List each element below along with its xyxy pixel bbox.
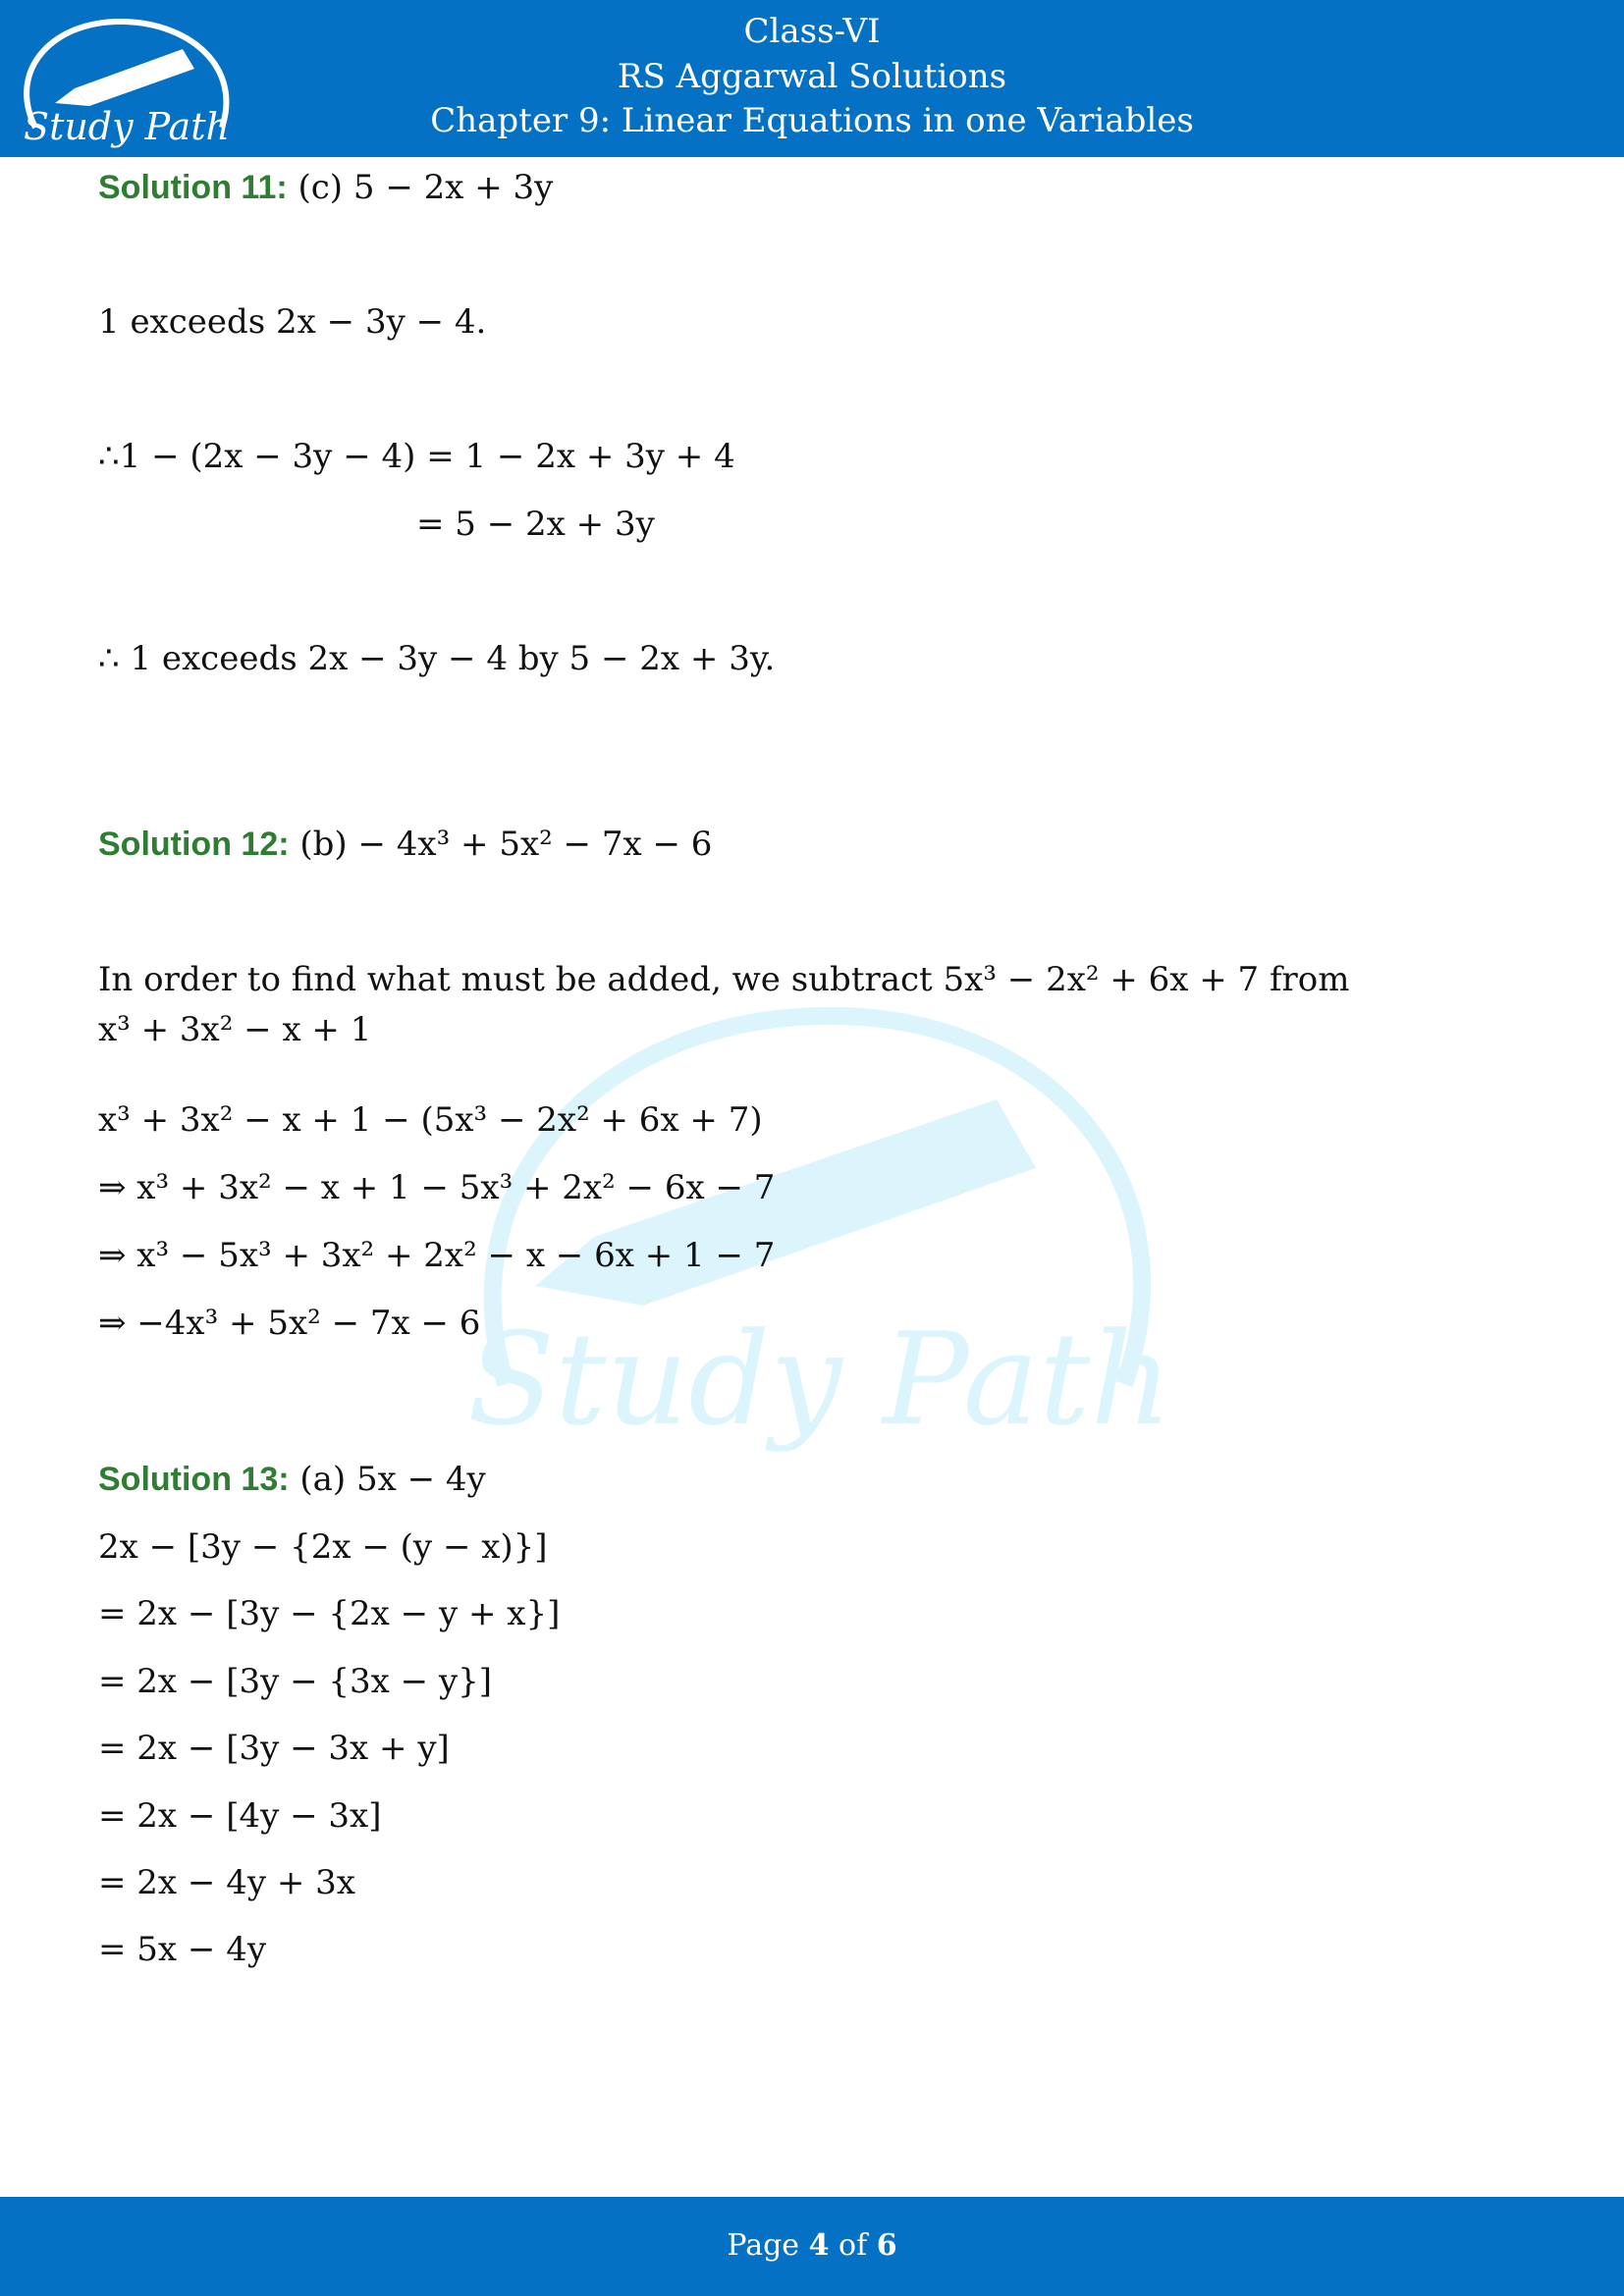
svg-text:Study Path: Study Path	[24, 105, 230, 148]
solution-11-line-3: = 5 − 2x + 3y	[416, 505, 655, 544]
solution-11-line-4: ∴ 1 exceeds 2x − 3y − 4 by 5 − 2x + 3y.	[98, 639, 776, 678]
solution-12-answer: (b) − 4x³ + 5x² − 7x − 6	[299, 825, 713, 864]
solution-11-line-1: 1 exceeds 2x − 3y − 4.	[98, 302, 487, 342]
solution-13-line-3: = 2x − [3y − {3x − y}]	[98, 1662, 493, 1701]
solution-13-line-5: = 2x − [4y − 3x]	[98, 1796, 382, 1836]
solution-12-line-4: ⇒ x³ + 3x² − x + 1 − 5x³ + 2x² − 6x − 7	[98, 1168, 776, 1207]
solution-11-line-2: ∴1 − (2x − 3y − 4) = 1 − 2x + 3y + 4	[98, 437, 735, 476]
solution-12-line-6: ⇒ −4x³ + 5x² − 7x − 6	[98, 1304, 481, 1343]
solution-12-label: Solution 12:	[98, 826, 290, 863]
page-header	[0, 0, 1624, 157]
study-path-watermark	[447, 991, 1193, 1453]
solution-13-line-1: 2x − [3y − {2x − (y − x)}]	[98, 1527, 548, 1567]
solution-12-line-3: x³ + 3x² − x + 1 − (5x³ − 2x² + 6x + 7)	[98, 1100, 763, 1140]
page-total: 6	[876, 2228, 897, 2263]
solution-12-line-1: In order to find what must be added, we subtract 5x³ − 2x² + 6x + 7 from	[98, 960, 1350, 999]
solution-13-heading	[98, 1457, 486, 1502]
svg-text:Study Path: Study Path	[466, 1305, 1173, 1453]
header-class: Class-VI	[743, 12, 881, 51]
solution-11-answer: (c) 5 − 2x + 3y	[298, 168, 554, 207]
page-number: 4	[808, 2228, 830, 2263]
solution-13-line-4: = 2x − [3y − 3x + y]	[98, 1729, 450, 1768]
solution-13-label: Solution 13:	[98, 1461, 290, 1498]
solution-13-line-7: = 5x − 4y	[98, 1930, 267, 1969]
page-indicator	[0, 2226, 1624, 2266]
solution-12-heading	[98, 822, 712, 867]
page-footer	[0, 2197, 1624, 2296]
solution-11-label: Solution 11:	[98, 169, 288, 206]
header-book-title: RS Aggarwal Solutions	[617, 57, 1007, 96]
page-prefix: Page	[727, 2228, 800, 2263]
solution-13-line-6: = 2x − 4y + 3x	[98, 1863, 355, 1902]
solution-13-answer: (a) 5x − 4y	[299, 1460, 486, 1499]
solution-13-line-2: = 2x − [3y − {2x − y + x}]	[98, 1594, 561, 1633]
solution-12-line-5: ⇒ x³ − 5x³ + 3x² + 2x² − x − 6x + 1 − 7	[98, 1236, 776, 1275]
solution-11-heading	[98, 165, 553, 210]
page-of: of	[839, 2228, 868, 2263]
solution-12-line-2: x³ + 3x² − x + 1	[98, 1010, 372, 1049]
header-chapter-title: Chapter 9: Linear Equations in one Variables	[430, 101, 1194, 140]
